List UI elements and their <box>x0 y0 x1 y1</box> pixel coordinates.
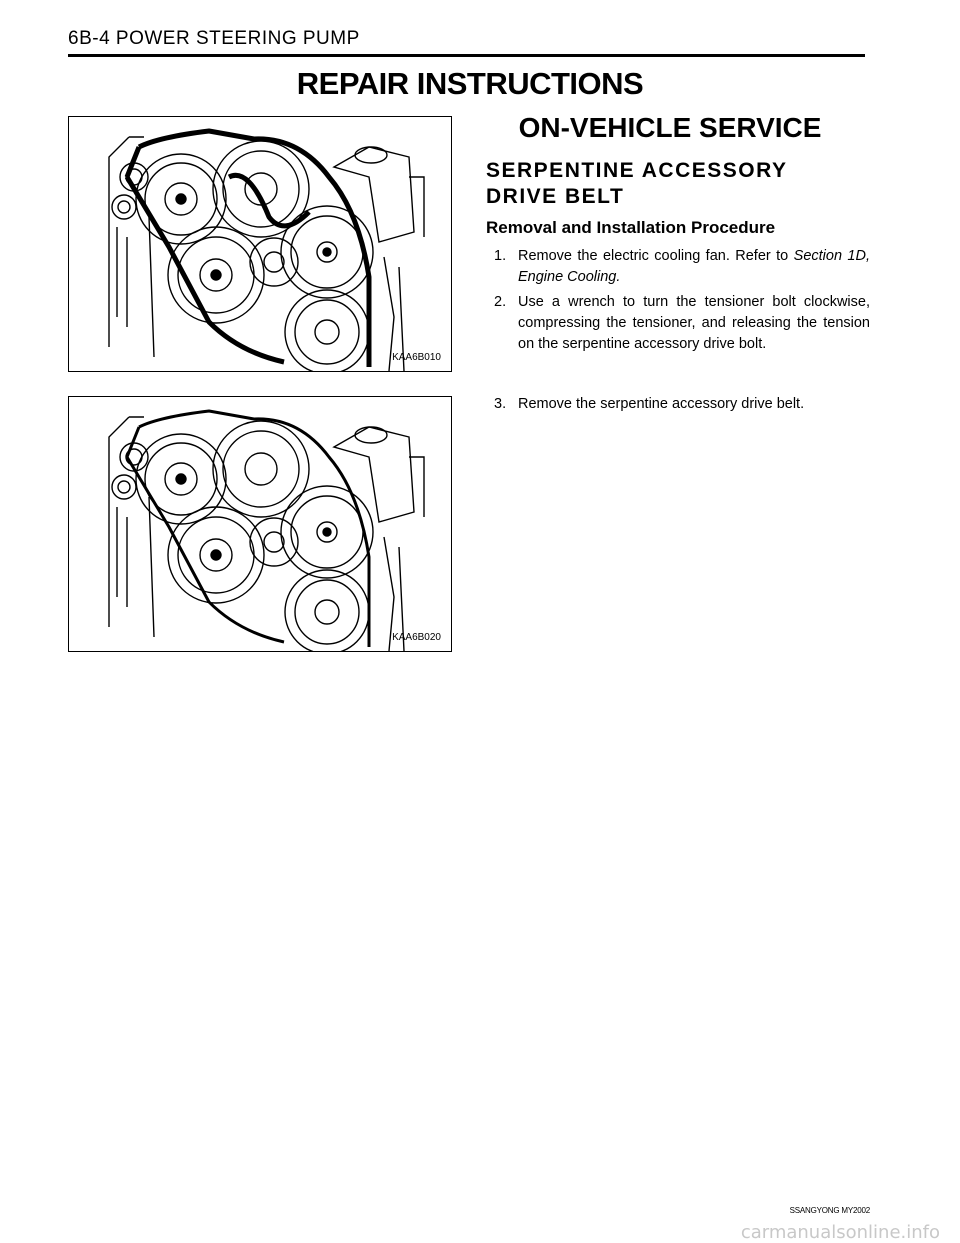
belt-removed-illustration <box>69 397 451 651</box>
step-text: Use a wrench to turn the tensioner bolt clockwise, compressing the tensioner, and releasing the tension on the serpentine accessory drive bolt. <box>518 294 870 352</box>
section-title: ON-VEHICLE SERVICE <box>518 112 822 143</box>
steps-list-2 <box>494 394 870 419</box>
step-item <box>494 246 870 288</box>
step-item <box>494 394 870 415</box>
belt-diagram-illustration <box>69 117 451 371</box>
header-rule <box>68 54 865 57</box>
main-title: REPAIR INSTRUCTIONS <box>296 66 644 101</box>
figure-label: KAA6B010 <box>392 352 441 363</box>
step-reference: Section 1D, Engine Cooling. <box>518 248 870 285</box>
page-footer: SSANGYONG MY2002 <box>789 1206 870 1215</box>
steps-list-1 <box>494 246 870 359</box>
watermark: carmanualsonline.info <box>740 1222 940 1243</box>
figure-belt-diagram-2 <box>68 396 452 652</box>
page-header: 6B-4 POWER STEERING PUMP <box>68 28 360 49</box>
step-number: 2. <box>494 294 507 310</box>
step-number: 1. <box>494 248 507 264</box>
figure-belt-diagram-1 <box>68 116 452 372</box>
procedure-title: Removal and Installation Procedure <box>486 218 776 237</box>
step-text: Remove the serpentine accessory drive belt. <box>518 396 805 412</box>
step-item <box>494 292 870 355</box>
sub-title: SERPENTINE ACCESSORY DRIVE BELT <box>486 159 788 208</box>
step-text: Remove the electric cooling fan. Refer to <box>518 248 794 264</box>
figure-label: KAA6B020 <box>392 632 441 643</box>
step-number: 3. <box>494 396 507 412</box>
